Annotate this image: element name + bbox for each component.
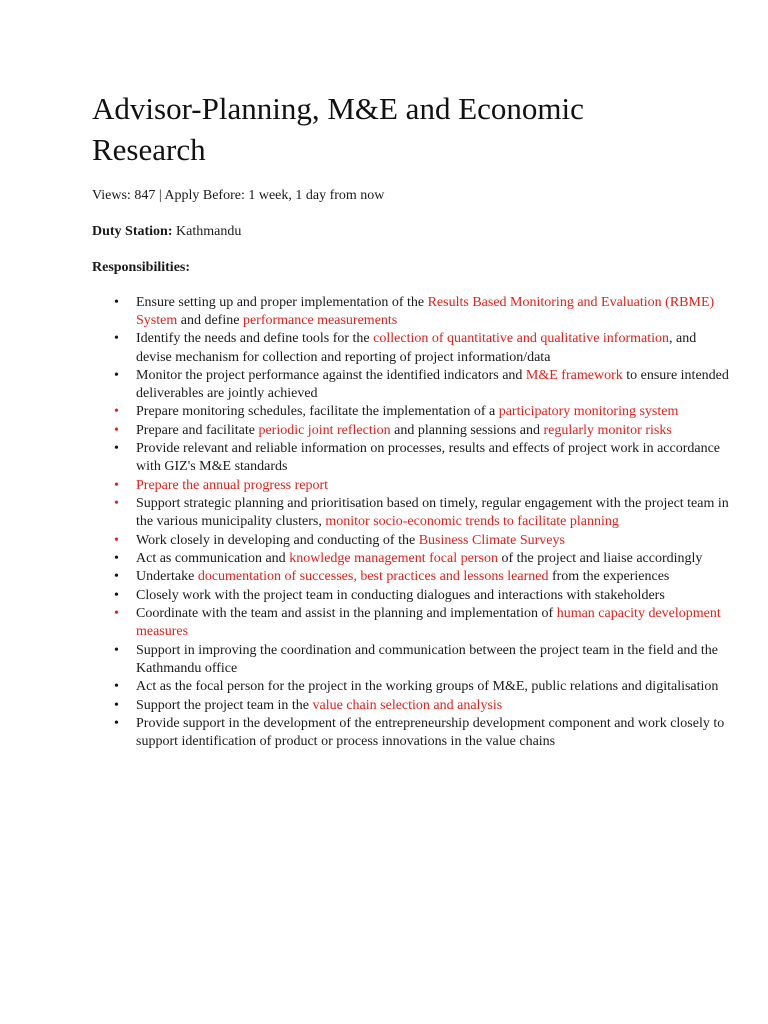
duty-station-value: Kathmandu xyxy=(176,224,242,239)
bullet-icon: • xyxy=(114,441,119,457)
responsibility-item xyxy=(44,367,731,403)
responsibility-item xyxy=(44,587,731,605)
bullet-icon: • xyxy=(114,550,119,566)
job-posting xyxy=(92,88,729,751)
bullet-icon: • xyxy=(114,496,119,512)
responsibility-item xyxy=(44,330,731,366)
responsibility-item xyxy=(44,403,731,421)
item-text: Identify the needs and define tools for the xyxy=(136,331,374,347)
responsibility-item xyxy=(44,697,731,715)
responsibility-item xyxy=(44,294,731,330)
item-text: Provide relevant and reliable information on processes, results and effects of project work in accordance with GIZ's M&E standards xyxy=(136,441,721,475)
highlighted-text: M&E framework xyxy=(525,367,623,383)
item-text: Provide support in the development of the entrepreneurship development component and work closely to support identification of product or process innovations in the value chains xyxy=(136,715,725,749)
responsibility-item xyxy=(44,422,731,440)
item-text: of the project and liaise accordingly xyxy=(497,550,703,566)
item-text: Prepare monitoring schedules, facilitate the implementation of a xyxy=(136,404,499,420)
highlighted-text: periodic joint reflection xyxy=(258,422,391,438)
item-text: to ensure intended deliverables are jointly achieved xyxy=(136,367,729,402)
highlighted-text: knowledge management focal person xyxy=(289,550,498,566)
bullet-icon: • xyxy=(114,606,119,622)
responsibility-item xyxy=(44,495,731,531)
bullet-icon: • xyxy=(114,404,119,420)
item-text: and define xyxy=(177,313,243,329)
item-text: Support the project team in the xyxy=(136,697,313,713)
highlighted-text: monitor socio-economic trends to facilitate planning xyxy=(325,514,619,530)
bullet-icon: • xyxy=(114,532,119,548)
responsibility-item xyxy=(44,532,731,550)
bullet-icon: • xyxy=(114,422,119,438)
bullet-icon: • xyxy=(114,587,119,603)
bullet-icon: • xyxy=(114,295,119,310)
bullet-icon: • xyxy=(114,679,119,695)
responsibility-item xyxy=(44,477,731,495)
highlighted-text: collection of quantitative and qualitative information xyxy=(373,331,670,347)
highlighted-text: participatory monitoring system xyxy=(498,404,679,420)
responsibility-item xyxy=(44,440,731,476)
item-text: Act as the focal person for the project in the working groups of M&E, public relations and digitalisation xyxy=(136,679,719,695)
highlighted-text: value chain selection and analysis xyxy=(312,697,503,713)
highlighted-text: Business Climate Surveys xyxy=(418,532,565,548)
bullet-icon: • xyxy=(114,697,119,713)
bullet-icon: • xyxy=(114,331,119,347)
highlighted-text: performance measurements xyxy=(242,313,398,329)
duty-station-label: Duty Station: xyxy=(92,224,173,239)
bullet-icon: • xyxy=(114,367,119,383)
highlighted-text: regularly monitor risks xyxy=(543,422,672,438)
item-text: Support strategic planning and prioritisation based on timely, regular engagement with the project team in the various municipality clusters, xyxy=(136,496,729,530)
highlighted-text: documentation of successes, best practices and lessons learned xyxy=(197,569,549,585)
views-and-deadline: Views: 847 | Apply Before: 1 week, 1 day from now xyxy=(92,188,385,203)
responsibilities-list xyxy=(44,294,729,751)
item-text: Undertake xyxy=(136,569,198,585)
duty-station xyxy=(92,222,692,242)
responsibility-item xyxy=(44,678,731,696)
highlighted-text: human capacity development measures xyxy=(136,606,721,640)
item-text: from the experiences xyxy=(548,569,670,585)
highlighted-text: Prepare the annual progress report xyxy=(136,477,329,493)
item-text: Prepare and facilitate xyxy=(136,422,259,438)
item-text: Coordinate with the team and assist in the planning and implementation of xyxy=(136,606,557,622)
item-text: Closely work with the project team in conducting dialogues and interactions with stakeholders xyxy=(136,587,665,603)
responsibility-item xyxy=(44,715,731,751)
responsibility-item xyxy=(44,605,731,641)
bullet-icon: • xyxy=(114,642,119,658)
bullet-icon: • xyxy=(114,569,119,585)
page-title: Advisor-Planning, M&E and Economic Research xyxy=(92,91,584,167)
responsibilities-heading: Responsibilities: xyxy=(92,260,191,275)
item-text: Ensure setting up and proper implementation of the xyxy=(136,295,428,310)
highlighted-text: Results Based Monitoring and Evaluation (RBME) System xyxy=(136,295,715,329)
item-text: Act as communication and xyxy=(136,550,290,566)
item-text: Support in improving the coordination and communication between the project team in the field and the Kathmandu office xyxy=(136,642,719,676)
bullet-icon: • xyxy=(114,477,119,493)
item-text: , and devise mechanism for collection and reporting of project information/data xyxy=(136,331,697,365)
item-text: Monitor the project performance against the identified indicators and xyxy=(136,367,526,383)
item-text: Work closely in developing and conducting of the xyxy=(136,532,419,548)
bullet-icon: • xyxy=(114,715,119,731)
item-text: and planning sessions and xyxy=(390,422,544,438)
responsibility-item xyxy=(44,642,731,678)
responsibility-item xyxy=(44,550,731,568)
responsibility-item xyxy=(44,568,731,586)
